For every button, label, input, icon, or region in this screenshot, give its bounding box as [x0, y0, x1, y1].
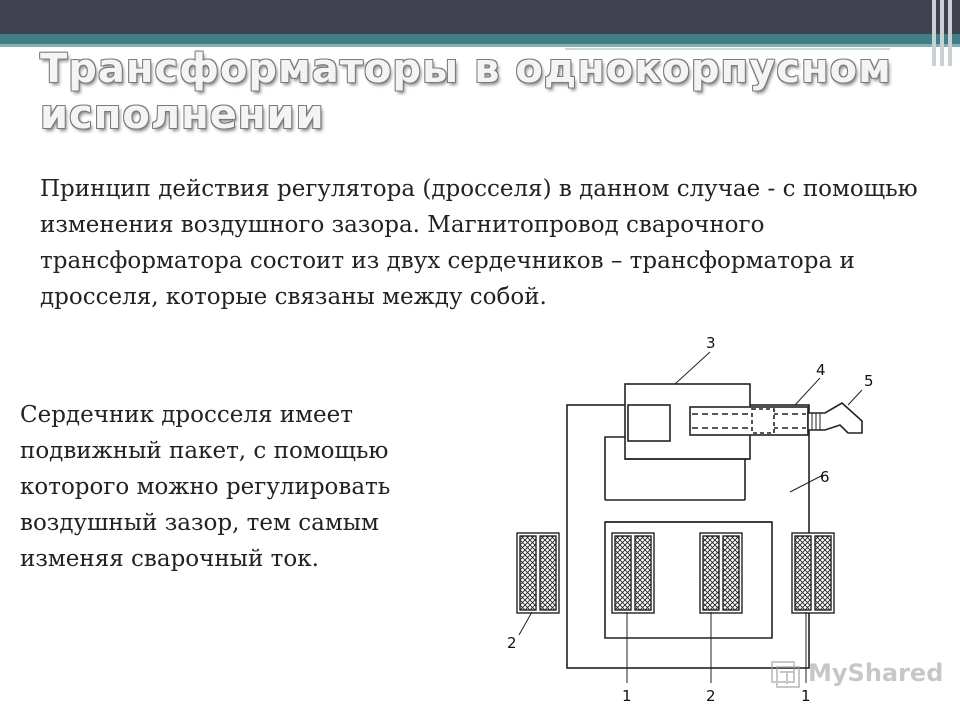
rail — [932, 0, 936, 66]
label-1-right: 1 — [801, 687, 811, 705]
coil-right-outer — [792, 533, 834, 613]
rail — [940, 0, 944, 66]
coil-left-inner — [612, 533, 654, 613]
label-4: 4 — [816, 361, 826, 379]
watermark — [770, 658, 944, 690]
label-3: 3 — [706, 334, 716, 352]
adjusting-screw — [690, 403, 862, 435]
label-5: 5 — [864, 372, 874, 390]
label-2-right: 2 — [706, 687, 716, 705]
accent-band — [0, 34, 960, 44]
choke-paragraph: Сердечник дросселя имеет подвижный пакет, с помощью которого можно регулировать воздушный зазор, тем самым изменяя сварочный ток. — [20, 402, 391, 572]
label-6: 6 — [820, 468, 830, 486]
intro-paragraph: Принцип действия регулятора (дросселя) в данном случае - с помощью изменения воздушного зазора. Магнитопровод сварочного трансформатора состоит из двух сердечников – трансформатора и дросселя, которые связаны между собой. — [40, 176, 918, 310]
label-1-left: 1 — [622, 687, 632, 705]
top-bar — [0, 0, 960, 34]
coil-right-inner — [700, 533, 742, 613]
label-2-left: 2 — [507, 634, 517, 652]
rail — [948, 0, 952, 66]
corner-rails — [926, 0, 960, 70]
watermark-logo-icon — [770, 658, 804, 690]
slide-title: Трансформаторы в однокорпусном исполнении — [40, 46, 892, 138]
watermark-text: MyShared — [808, 659, 944, 687]
coil-left-outer — [517, 533, 559, 613]
